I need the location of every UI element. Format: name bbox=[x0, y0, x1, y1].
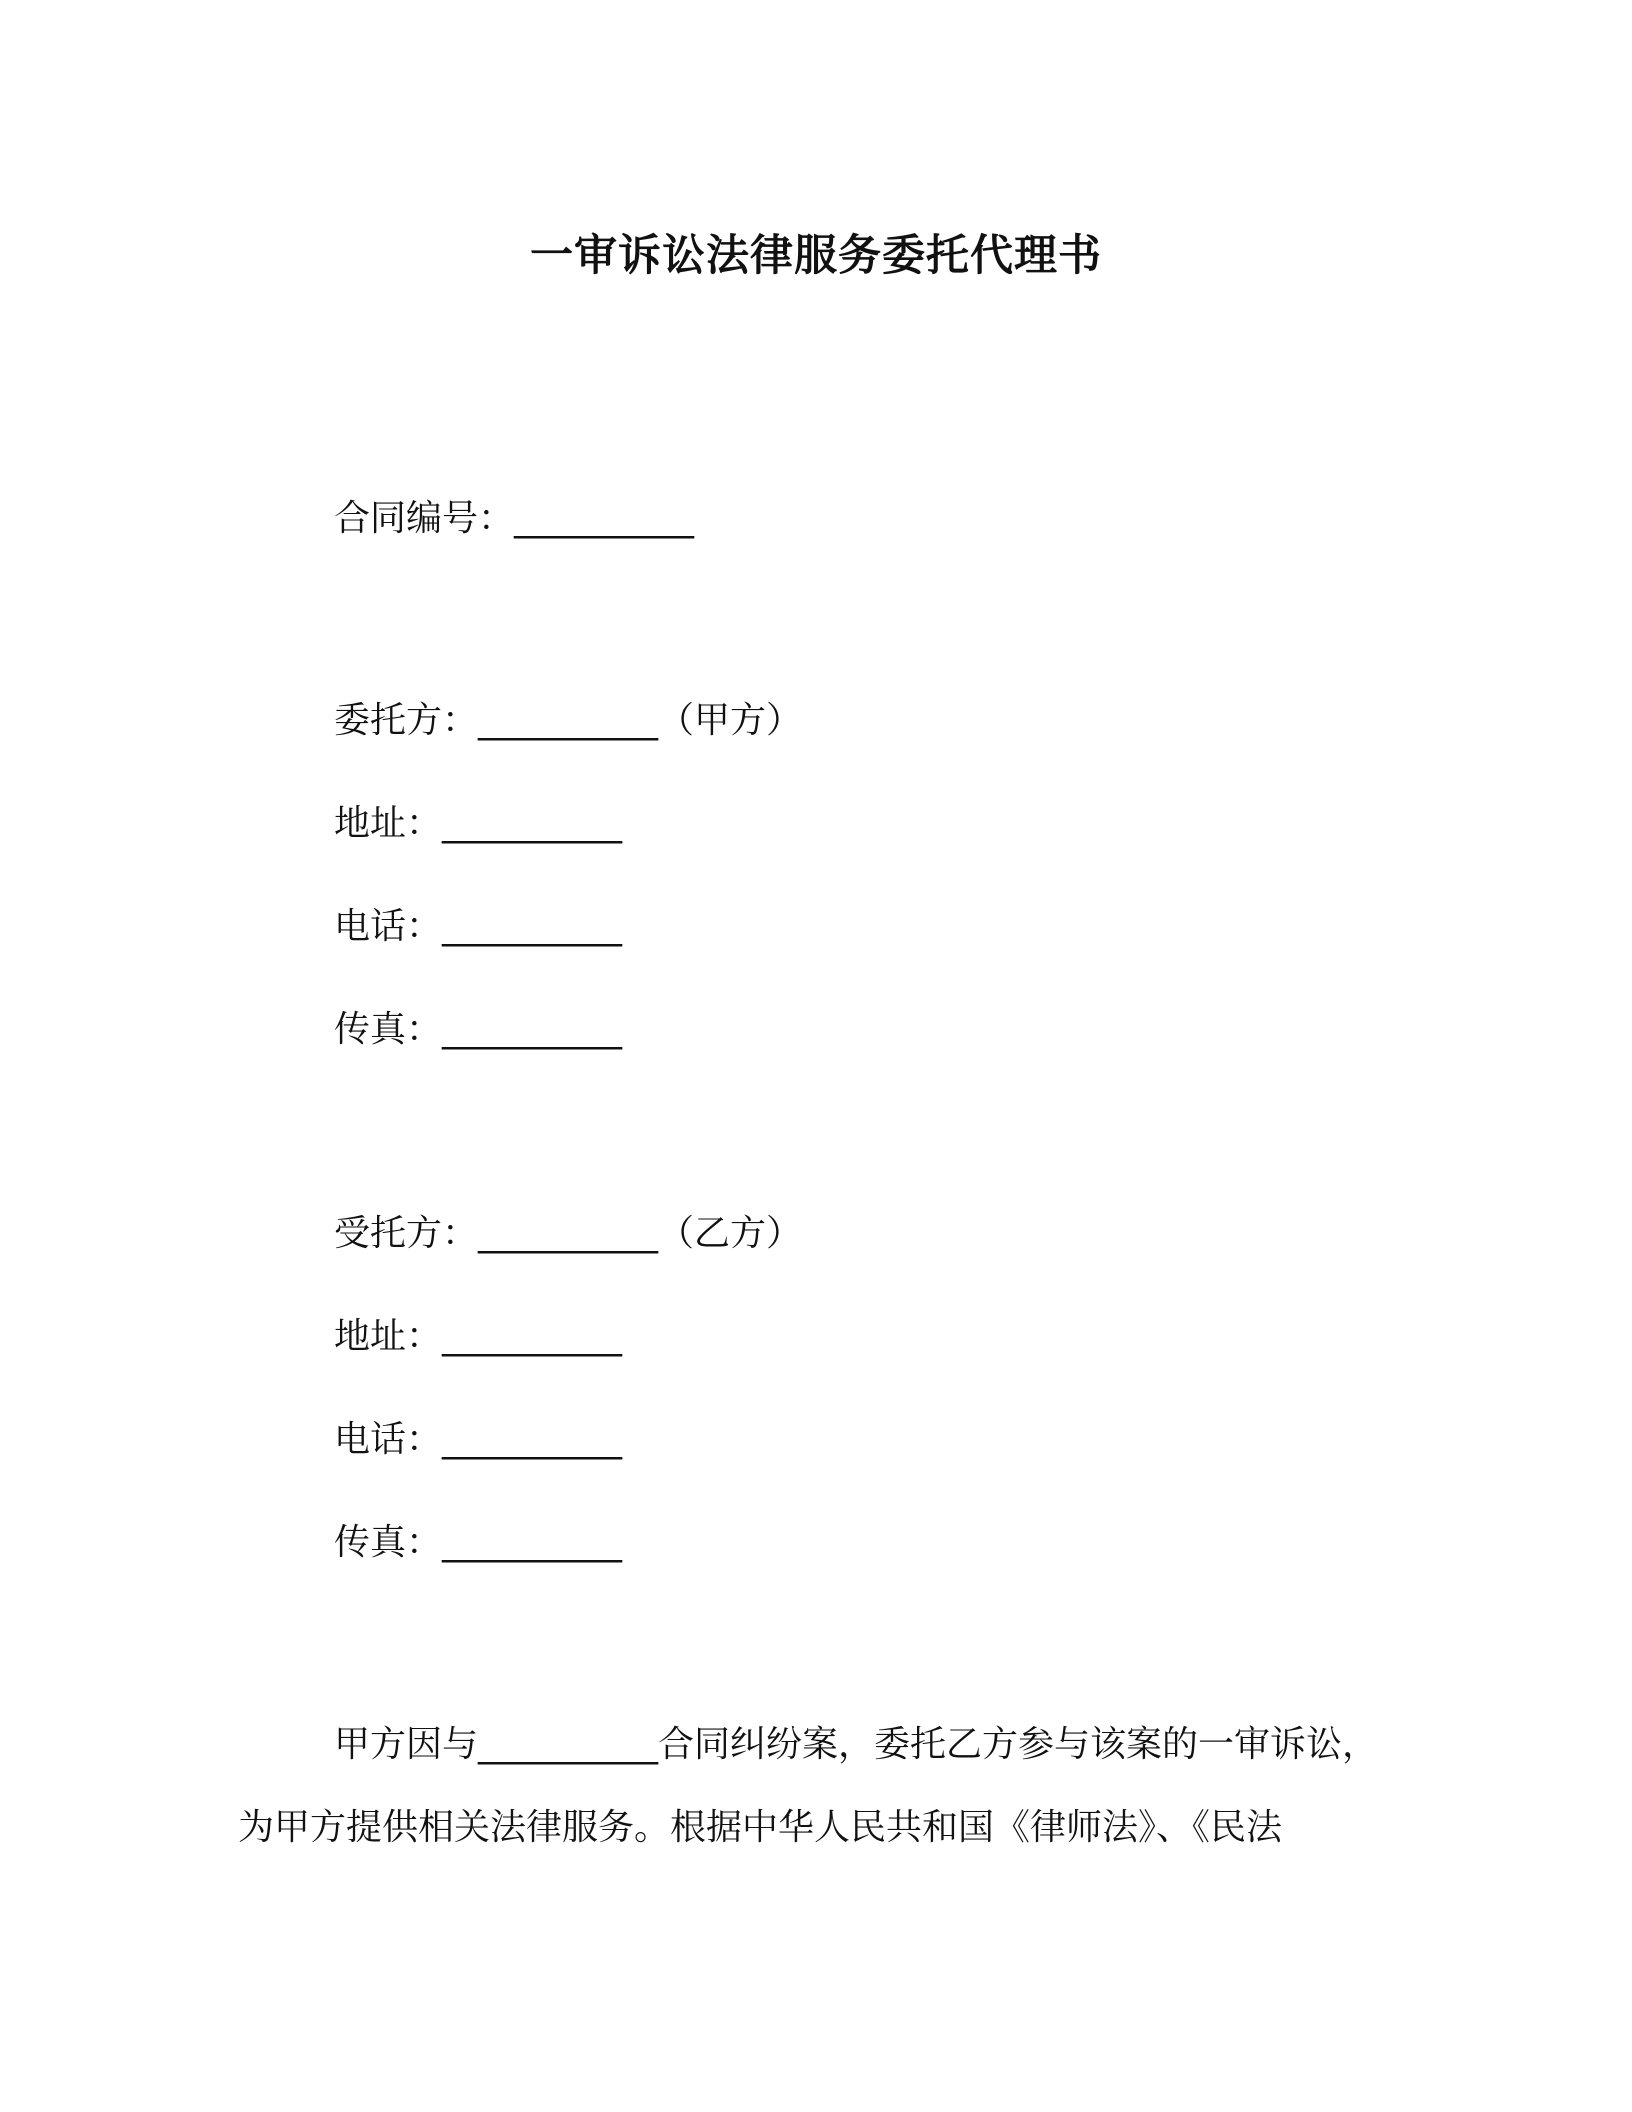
party-b-name-line: 受托方：__________（乙方） bbox=[334, 1213, 803, 1254]
party-b-fax-line: 传真：__________ bbox=[334, 1522, 623, 1563]
body-paragraph-line-1: 甲方因与__________合同纠纷案，委托乙方参与该案的一审诉讼， bbox=[334, 1724, 1379, 1765]
party-b-phone-line: 电话：__________ bbox=[334, 1419, 623, 1460]
body-paragraph-line-2: 为甲方提供相关法律服务。根据中华人民共和国《律师法》、《民法 bbox=[238, 1807, 1283, 1848]
party-a-phone-line: 电话：__________ bbox=[334, 906, 623, 947]
party-a-address-line: 地址：__________ bbox=[334, 803, 623, 844]
party-a-name-line: 委托方：__________（甲方） bbox=[334, 700, 803, 741]
party-b-address-line: 地址：__________ bbox=[334, 1316, 623, 1357]
document-title: 一审诉讼法律服务委托代理书 bbox=[530, 231, 1102, 281]
party-a-fax-line: 传真：__________ bbox=[334, 1009, 623, 1050]
contract-number-line: 合同编号：__________ bbox=[334, 498, 695, 539]
